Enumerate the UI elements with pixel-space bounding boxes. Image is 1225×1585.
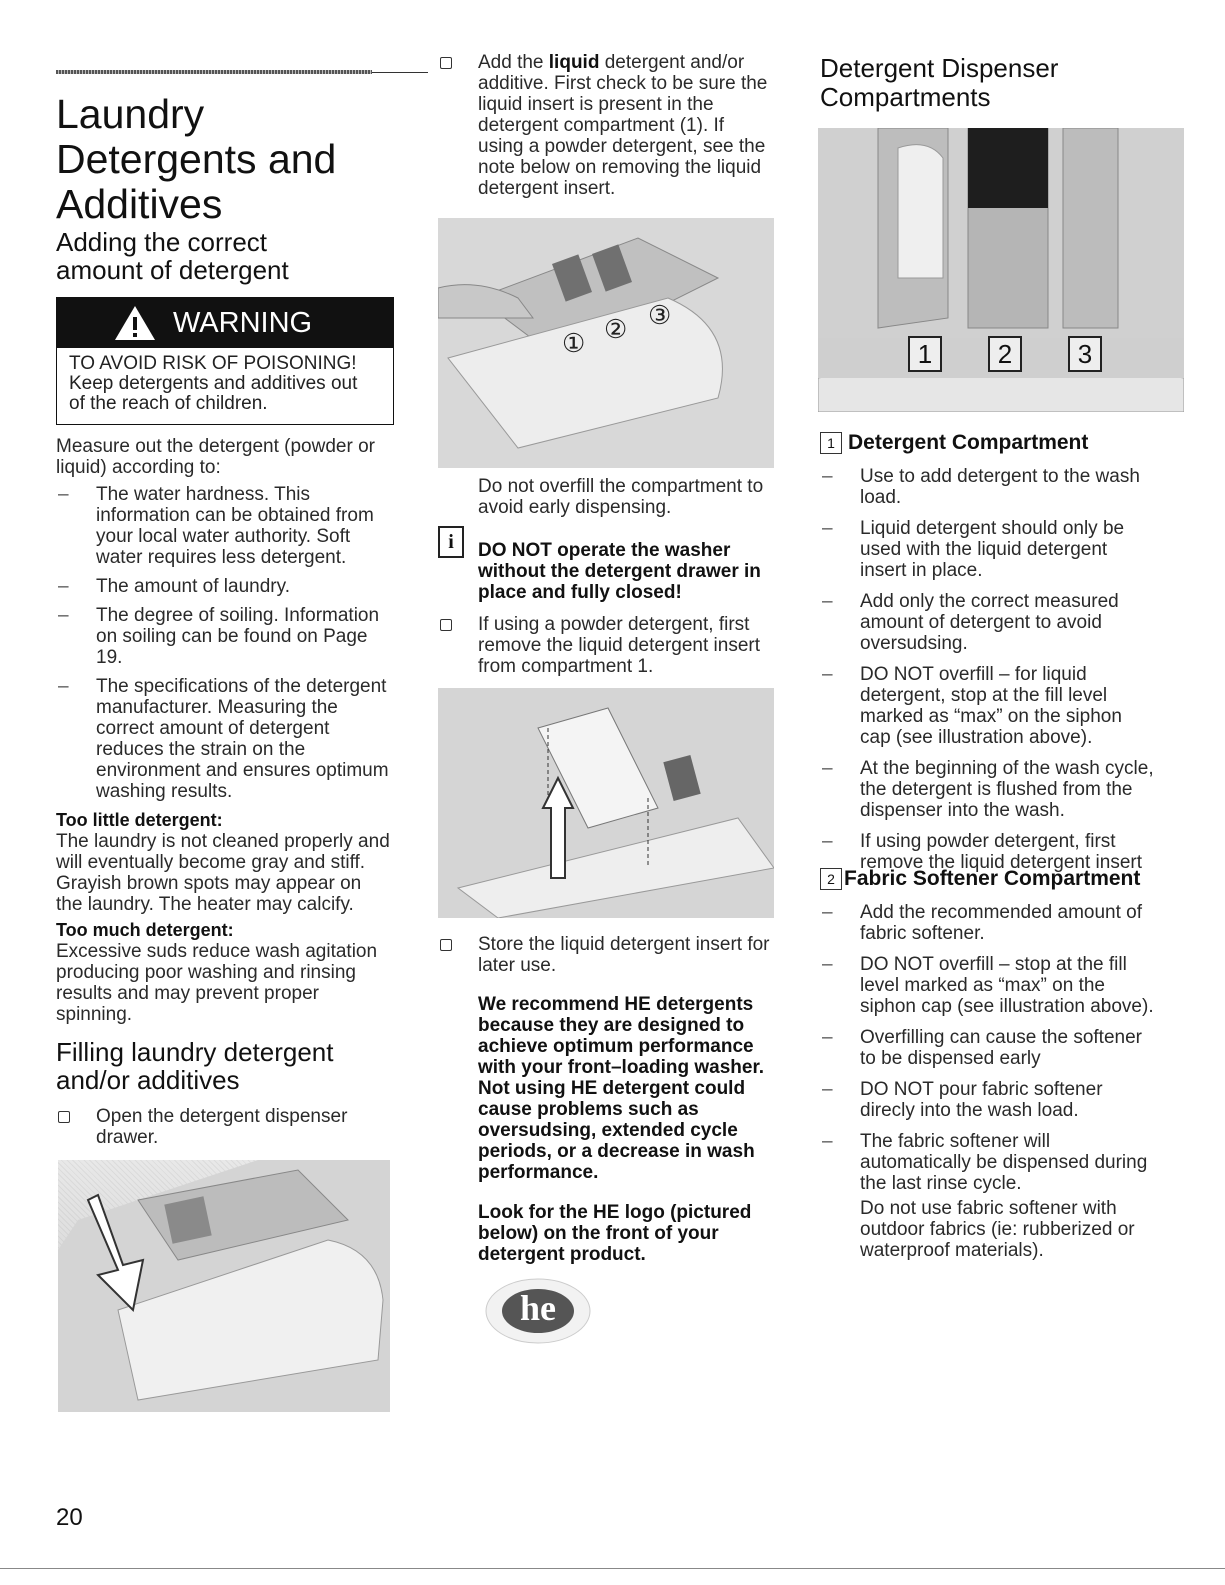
text-line: oversudsing. — [860, 633, 968, 654]
text-line: The laundry is not cleaned properly and — [56, 831, 390, 852]
text-line: detergent insert. — [478, 178, 616, 199]
text-line: environment and ensures optimum — [96, 760, 389, 781]
text-line: amount of detergent to avoid — [860, 612, 1102, 633]
text-line: detergent compartment (1). If — [478, 115, 725, 136]
page-number: 20 — [56, 1504, 83, 1531]
warning-label: WARNING — [173, 307, 313, 339]
remove-insert-illustration — [438, 688, 774, 918]
text-line: We recommend HE detergents — [478, 994, 754, 1015]
text-line: with your front–loading washer. — [478, 1057, 765, 1078]
text-line: cause problems such as — [478, 1099, 699, 1120]
factor-list — [56, 484, 396, 802]
warning-box — [56, 297, 394, 425]
text-line: washing results. — [96, 781, 233, 802]
dispenser-heading — [820, 54, 1058, 112]
too-little-heading: Too little detergent: — [56, 810, 223, 830]
too-little-section — [56, 810, 396, 915]
list-item — [820, 758, 1190, 821]
text-line: 19. — [96, 647, 123, 668]
list-item — [820, 1131, 1190, 1194]
text-line: because they are designed to — [478, 1015, 745, 1036]
text-line: load. — [860, 487, 902, 508]
text-line: detergent product. — [478, 1244, 646, 1265]
remove-insert-photo — [438, 688, 774, 918]
page-title — [56, 92, 336, 227]
text-line: Not using HE detergent could — [478, 1078, 746, 1099]
compartment-label-3: 3 — [1068, 336, 1102, 372]
text-line: the last rinse cycle. — [860, 1173, 1022, 1194]
text-line: Open the detergent dispenser — [96, 1106, 348, 1127]
text-line: dispenser into the wash. — [860, 800, 1065, 821]
too-much-heading: Too much detergent: — [56, 920, 234, 940]
title-line: Laundry — [56, 91, 205, 137]
text-line: marked as “max” on the siphon — [860, 706, 1122, 727]
text-line: reduces the strain on the — [96, 739, 306, 760]
list-item — [820, 1079, 1190, 1121]
text-line: manufacturer. Measuring the — [96, 697, 338, 718]
text-line: liquid insert is present in the — [478, 94, 714, 115]
callout-2: ② — [604, 314, 628, 344]
text-line: insert in place. — [860, 560, 983, 581]
title-rule-line — [372, 72, 428, 73]
text-line: Measure out the detergent (powder or — [56, 436, 375, 457]
photo-caption-overfill — [478, 476, 778, 518]
text-line: – Add only the correct measured — [860, 591, 1119, 612]
detergent-insert-photo — [438, 218, 774, 468]
text-line: to be dispensed early — [860, 1048, 1041, 1069]
text-line: on soiling can be found on Page — [96, 626, 368, 647]
text-line: Store the liquid detergent insert for — [478, 934, 770, 955]
text-line: remove the liquid detergent insert — [478, 635, 760, 656]
text-line: the laundry. The heater may calcify. — [56, 894, 354, 915]
warning-line: TO AVOID RISK OF POISONING! — [69, 353, 357, 374]
softener-note — [820, 1198, 1190, 1261]
text-line: – Liquid detergent should only be — [860, 518, 1125, 539]
text-line: note below on removing the liquid — [478, 157, 762, 178]
list-item — [820, 664, 1190, 748]
compartment-label-1: 1 — [908, 336, 942, 372]
heading-line: and/or additives — [56, 1065, 240, 1095]
text-span: detergent and/or — [599, 52, 745, 73]
text-line: – DO NOT overfill – for liquid — [860, 664, 1087, 685]
too-little-text — [56, 831, 396, 915]
text-line: Do not overfill the compartment to — [478, 476, 764, 497]
text-line: achieve optimum performance — [478, 1036, 754, 1057]
text-line: remove the liquid detergent insert — [860, 852, 1142, 873]
text-line: using a powder detergent, see the — [478, 136, 766, 157]
checklist-item-add-liquid — [438, 52, 823, 199]
warning-text — [57, 348, 393, 414]
text-line: without the detergent drawer in — [478, 561, 761, 582]
text-line: avoid early dispensing. — [478, 497, 672, 518]
list-item — [820, 1027, 1190, 1069]
text-line: – Add the recommended amount of — [860, 902, 1143, 923]
text-line: additive. First check to be sure the — [478, 73, 768, 94]
text-line: oversudsing, extended cycle — [478, 1120, 738, 1141]
text-line: – If using powder detergent, first — [860, 831, 1116, 852]
heading-text: Fabric Softener Compartment — [844, 867, 1141, 890]
filling-heading — [56, 1038, 334, 1094]
text-line: outdoor fabrics (ie: rubberized or — [860, 1219, 1135, 1240]
list-item — [56, 484, 396, 568]
callout-3: ③ — [648, 300, 672, 330]
detergent-list — [820, 466, 1190, 883]
text-line: liquid) according to: — [56, 457, 221, 478]
text-line: waterproof materials). — [860, 1240, 1044, 1261]
text-line: periods, or a decrease in wash — [478, 1141, 755, 1162]
text-emphasis: liquid — [548, 52, 600, 73]
he-logo — [478, 1276, 598, 1346]
text-line: performance. — [478, 1162, 599, 1183]
section-subtitle — [56, 228, 289, 284]
he-recommendation — [478, 994, 783, 1183]
checklist-item-remove-insert — [438, 614, 823, 677]
title-line: Additives — [56, 181, 223, 227]
he-logo-note — [478, 1202, 783, 1265]
list-item — [56, 605, 396, 668]
title-line: Detergents and — [56, 136, 337, 182]
text-line: – The degree of soiling. Information — [96, 605, 380, 626]
text-line: level marked as “max” on the — [860, 975, 1105, 996]
list-item — [820, 466, 1190, 508]
dispenser-compartments-photo — [818, 128, 1184, 412]
text-line: later use. — [478, 955, 557, 976]
text-line: correct amount of detergent — [96, 718, 330, 739]
text-line: Grayish brown spots may appear on — [56, 873, 362, 894]
text-line: – DO NOT pour fabric softener — [860, 1079, 1103, 1100]
text-line: direcly into the wash load. — [860, 1100, 1079, 1121]
text-line: information can be obtained from — [96, 505, 374, 526]
text-line: from compartment 1. — [478, 656, 654, 677]
text-line: the detergent is flushed from the — [860, 779, 1133, 800]
drawer-open-photo — [58, 1160, 390, 1412]
text-line: spinning. — [56, 1004, 133, 1025]
text-line: – Overfilling can cause the softener — [860, 1027, 1142, 1048]
text-line: your local water authority. Soft — [96, 526, 351, 547]
callout-1: ① — [562, 328, 586, 358]
list-item — [56, 576, 396, 597]
text-line: If using a powder detergent, first — [478, 614, 750, 635]
text-line: automatically be dispensed during — [860, 1152, 1148, 1173]
text-line: Do not use fabric softener with — [860, 1198, 1117, 1219]
text-line: – At the beginning of the wash cycle, — [860, 758, 1154, 779]
too-much-section — [56, 920, 396, 1025]
text-line: – The water hardness. This — [96, 484, 311, 505]
detergent-compartment-heading — [820, 430, 1088, 456]
text-line: used with the liquid detergent — [860, 539, 1108, 560]
subtitle-line: Adding the correct — [56, 227, 268, 257]
list-item — [820, 954, 1190, 1017]
text-span: Add the — [478, 52, 549, 73]
text-line: Look for the HE logo (pictured — [478, 1202, 752, 1223]
text-line: – Use to add detergent to the wash — [860, 466, 1140, 487]
title-rule — [56, 70, 372, 74]
compartment-number-box: 1 — [820, 432, 842, 454]
warning-line: of the reach of children. — [69, 393, 268, 414]
text-line: water requires less detergent. — [96, 547, 347, 568]
list-item — [820, 518, 1190, 581]
text-line: will eventually become gray and stiff. — [56, 852, 366, 873]
text-line: drawer. — [96, 1127, 159, 1148]
warning-header — [57, 298, 393, 348]
checklist-item-open-drawer — [56, 1106, 426, 1148]
text-line: DO NOT operate the washer — [478, 540, 731, 561]
text-line: below) on the front of your — [478, 1223, 719, 1244]
text-line: place and fully closed! — [478, 582, 682, 603]
bottom-rule — [0, 1568, 1225, 1569]
fabric-softener-heading — [820, 866, 1140, 892]
text-line: siphon cap (see illustration above). — [860, 996, 1154, 1017]
compartment-label-2: 2 — [988, 336, 1022, 372]
measure-intro — [56, 436, 396, 478]
text-line: producing poor washing and rinsing — [56, 962, 356, 983]
heading-line: Filling laundry detergent — [56, 1037, 334, 1067]
softener-list — [820, 902, 1190, 1261]
info-icon: i — [438, 526, 464, 558]
drawer-illustration — [58, 1160, 390, 1412]
list-item — [820, 902, 1190, 944]
text-line: fabric softener. — [860, 923, 985, 944]
heading-line: Detergent Dispenser — [820, 53, 1059, 83]
text-line: – DO NOT overfill – stop at the fill — [860, 954, 1127, 975]
text-line: – The fabric softener will — [860, 1131, 1051, 1152]
heading-text: Detergent Compartment — [848, 431, 1089, 454]
text-line: cap (see illustration above). — [860, 727, 1093, 748]
warning-line: Keep detergents and additives out — [69, 373, 358, 394]
text-line — [478, 52, 823, 73]
he-logo-text: he — [520, 1288, 556, 1328]
warning-triangle-icon — [113, 304, 157, 342]
list-item — [56, 676, 396, 802]
info-text — [478, 540, 783, 603]
heading-line: Compartments — [820, 82, 991, 112]
text-line: detergent, stop at the fill level — [860, 685, 1108, 706]
text-line: results and may prevent proper — [56, 983, 319, 1004]
text-line: Excessive suds reduce wash agitation — [56, 941, 378, 962]
list-item — [820, 591, 1190, 654]
checklist-item-store-insert — [438, 934, 823, 976]
text-line: – The amount of laundry. — [96, 576, 290, 597]
text-line: – The specifications of the detergent — [96, 676, 387, 697]
too-much-text — [56, 941, 396, 1025]
subtitle-line: amount of detergent — [56, 255, 289, 285]
compartment-number-box: 2 — [820, 868, 842, 890]
